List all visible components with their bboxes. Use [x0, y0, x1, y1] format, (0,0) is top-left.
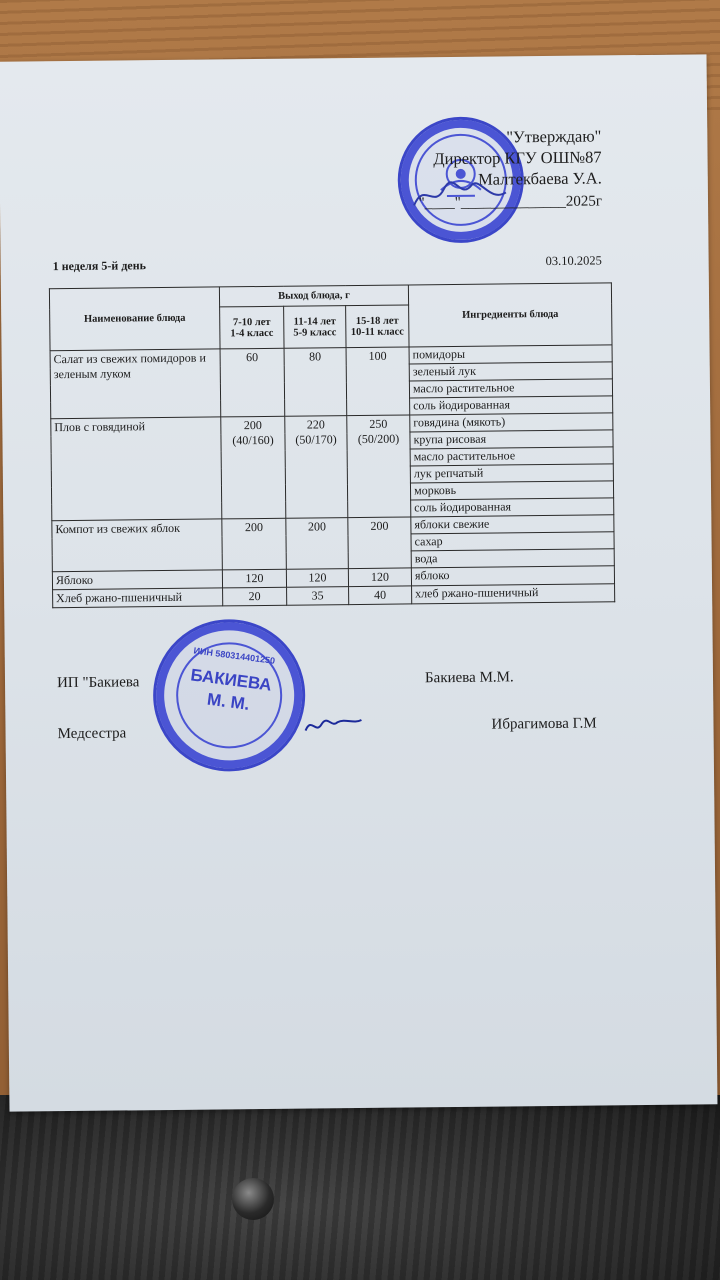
ingredients-header: Ингредиенты блюда — [408, 283, 612, 347]
age-group-header: 11-14 лет 5-9 класс — [284, 306, 346, 349]
ingredient: соль йодированная — [411, 498, 614, 517]
output-header: Выход блюда, г — [219, 285, 408, 307]
ingredient: лук репчатый — [410, 464, 613, 483]
approval-line-1: "Утверждаю" — [506, 126, 602, 147]
ingredient: масло растительное — [409, 379, 612, 398]
week-day-label: 1 неделя 5-й день — [52, 258, 147, 274]
dish-output: 120 — [222, 569, 286, 588]
dish-output: 80 — [284, 348, 347, 417]
dish-output: 200 — [286, 518, 349, 570]
dish-output: 200 — [348, 517, 412, 569]
dish-output: 120 — [286, 569, 348, 588]
dish-name: Плов с говядиной — [51, 417, 222, 521]
stamp-inn: ИИН 580314401250 — [193, 645, 276, 666]
dish-name: Хлеб ржано-пшеничный — [53, 588, 223, 608]
age-group-header: 7-10 лет 1-4 класс — [220, 306, 284, 349]
ingredient: зеленый лук — [409, 362, 612, 381]
ip-label: ИП "Бакиева — [56, 674, 140, 692]
approval-line-3: Малтекбаева У.А. — [477, 168, 602, 189]
dish-output: 40 — [349, 586, 412, 605]
dish-output: 100 — [346, 347, 410, 416]
ingredient: говядина (мякоть) — [410, 413, 613, 432]
ingredient: масло растительное — [410, 447, 613, 466]
dish-output: 120 — [348, 568, 411, 587]
nurse-label: Медсестра — [57, 725, 127, 743]
ingredient: соль йодированная — [410, 396, 613, 415]
ip-name: Бакиева М.М. — [424, 669, 514, 687]
ip-round-stamp — [144, 610, 314, 780]
stamp-name-line2: М. М. — [206, 689, 251, 714]
dish-output: 60 — [220, 348, 285, 417]
ingredient: вода — [411, 549, 614, 568]
ingredient: крупа рисовая — [410, 430, 613, 449]
dish-output: 200 (40/160) — [221, 416, 286, 519]
ingredient: морковь — [410, 481, 613, 500]
dish-header: Наименование блюда — [49, 287, 220, 351]
dish-name: Салат из свежих помидоров и зеленым луком — [50, 349, 221, 419]
dish-output: 220 (50/170) — [285, 416, 348, 519]
document-page — [0, 54, 717, 1111]
button-bead — [232, 1178, 274, 1220]
ingredient: яблоко — [411, 566, 614, 586]
menu-date: 03.10.2025 — [545, 253, 602, 269]
approval-line-4: "____"______________2025г — [418, 193, 603, 212]
ingredient: хлеб ржано-пшеничный — [412, 584, 615, 604]
ingredient: яблоки свежие — [411, 515, 614, 534]
ingredient: помидоры — [409, 345, 612, 364]
director-signature — [410, 174, 520, 215]
stamp-name-line1: БАКИЕВА — [189, 665, 273, 695]
dish-output: 200 — [222, 518, 287, 570]
approval-line-2: Директор КГУ ОШ№87 — [433, 147, 602, 169]
nurse-name: Ибрагимова Г.М — [491, 715, 597, 733]
dish-output: 35 — [287, 587, 349, 606]
dish-name: Компот из свежих яблок — [52, 519, 223, 572]
age-group-header: 15-18 лет 10-11 класс — [346, 305, 409, 348]
ingredient: сахар — [411, 532, 614, 551]
nurse-signature — [301, 714, 365, 737]
menu-table — [49, 282, 615, 608]
dish-output: 20 — [223, 587, 287, 606]
dish-output: 250 (50/200) — [347, 415, 411, 518]
dish-name: Яблоко — [52, 570, 222, 590]
